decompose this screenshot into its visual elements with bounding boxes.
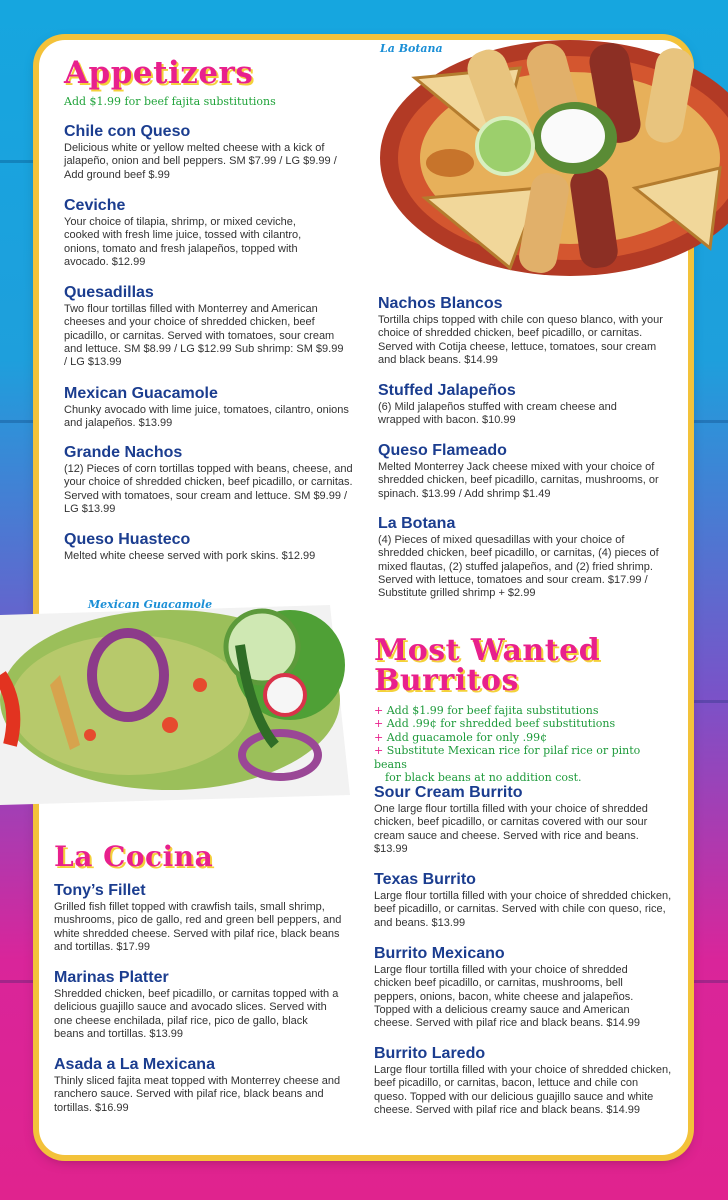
burritos-note: + Substitute Mexican rice for pilaf rice or pinto beans bbox=[374, 744, 641, 771]
item-desc: Tortilla chips topped with chile con queso blanco, with your choice of shredded chicken, beef picadillo, or carnitas. Served with Cotija cheese, lettuce, tomatoes, sour cream and black beans. $14.99 bbox=[378, 314, 663, 366]
burritos-title-line2: Burritos bbox=[374, 663, 519, 698]
item-desc: (12) Pieces of corn tortillas topped with beans, cheese, and your choice of shredded chicken, beef picadillo, or carnitas. Served with tomatoes, sour cream and lettuce. SM $9.99 / LG $13.99 bbox=[64, 463, 353, 515]
la-cocina-title: La Cocina bbox=[54, 840, 214, 873]
appetizers-title: Appetizers bbox=[64, 55, 254, 91]
menu-item-queso-huasteco bbox=[64, 530, 356, 563]
menu-item-burrito-mexicano bbox=[374, 944, 664, 1030]
la-botana-photo bbox=[370, 38, 728, 278]
la-botana-caption: La Botana bbox=[380, 42, 443, 55]
item-name: Ceviche bbox=[64, 197, 126, 214]
item-name: Burrito Laredo bbox=[374, 1045, 486, 1062]
item-name: Tony’s Fillet bbox=[54, 882, 146, 899]
item-name: Stuffed Jalapeños bbox=[378, 382, 516, 399]
menu-item-chile-con-queso bbox=[64, 122, 354, 182]
item-name: Queso Flameado bbox=[378, 442, 507, 459]
menu-item-stuffed-jalapenos bbox=[378, 381, 653, 428]
item-name: Mexican Guacamole bbox=[64, 385, 218, 402]
menu-item-grande-nachos bbox=[64, 443, 356, 516]
menu-item-asada-a-la-mexicana bbox=[54, 1055, 346, 1115]
burritos-note-cont: for black beans at no addition cost. bbox=[385, 771, 582, 785]
menu-item-marinas-platter bbox=[54, 968, 339, 1041]
item-desc: Shredded chicken, beef picadillo, or carnitas topped with a delicious guajillo sauce and avocado slices. Served with one cheese enchilada, pilaf rice, pico de gallo, black beans and tortillas. $13.99 bbox=[54, 988, 339, 1040]
item-desc: Large flour tortilla filled with your choice of shredded chicken beef picadillo, or carnitas, mushrooms, bell peppers, onions, bacon, white cheese and jalapeños. Topped with a delicious creamy sauce and American cheese. Served with pilaf rice and black beans. $14.99 bbox=[374, 964, 640, 1030]
item-desc: Large flour tortilla filled with your choice of shredded chicken, beef picadillo, or carnitas. Served with chile con queso, rice, and beans. $13.99 bbox=[374, 890, 672, 929]
menu-item-nachos-blancos bbox=[378, 294, 668, 367]
item-desc: Thinly sliced fajita meat topped with Monterrey cheese and ranchero sauce. Served with pilaf rice, black beans and tortillas. $16.99 bbox=[54, 1075, 341, 1114]
guacamole-photo bbox=[0, 595, 360, 805]
item-name: Nachos Blancos bbox=[378, 295, 503, 312]
item-desc: (4) Pieces of mixed quesadillas with your choice of shredded chicken, beef picadillo, or carnitas, (4) pieces of mixed flautas, (2) stuffed jalapeños, and (2) fried shrimp. Served with lettuce, tomatoes and sour cream. $17.99 / Substitute grilled shrimp + $2.99 bbox=[378, 534, 659, 600]
menu-item-tonys-fillet bbox=[54, 881, 346, 954]
burritos-title-line1: Most Wanted bbox=[374, 633, 601, 668]
item-name: Marinas Platter bbox=[54, 969, 169, 986]
menu-item-quesadillas bbox=[64, 283, 349, 369]
item-desc: Melted Monterrey Jack cheese mixed with your choice of shredded chicken, beef picadillo, carnitas, mushrooms, or spinach. $13.99 / Add shrimp $1.49 bbox=[378, 461, 659, 500]
guacamole-caption: Mexican Guacamole bbox=[88, 598, 213, 611]
item-name: Sour Cream Burrito bbox=[374, 784, 523, 801]
item-name: Chile con Queso bbox=[64, 123, 191, 140]
item-desc: Delicious white or yellow melted cheese with a kick of jalapeño, onion and bell peppers. SM $7.99 / LG $9.99 / Add ground beef $.99 bbox=[64, 142, 337, 181]
item-name: Quesadillas bbox=[64, 284, 154, 301]
item-name: Queso Huasteco bbox=[64, 531, 191, 548]
menu-item-queso-flameado bbox=[378, 441, 663, 501]
menu-item-texas-burrito bbox=[374, 870, 672, 930]
burritos-notes bbox=[374, 704, 674, 784]
item-desc: Melted white cheese served with pork skins. $12.99 bbox=[64, 550, 316, 562]
item-desc: (6) Mild jalapeños stuffed with cream cheese and wrapped with bacon. $10.99 bbox=[378, 401, 617, 427]
item-name: Asada a La Mexicana bbox=[54, 1056, 215, 1073]
burritos-title bbox=[374, 633, 601, 698]
menu-item-la-botana bbox=[378, 514, 670, 600]
item-name: Grande Nachos bbox=[64, 444, 183, 461]
item-desc: Two flour tortillas filled with Monterrey and American cheeses and your choice of shredded chicken, beef picadillo, or carnitas. Served with tomatoes, sour cream and lettuce. SM $8.99 / LG $12.99 Sub shrimp: SM $9.99 / LG $13.99 bbox=[64, 303, 344, 369]
burritos-note: + Add $1.99 for beef fajita substitutions bbox=[374, 704, 599, 717]
item-desc: Chunky avocado with lime juice, tomatoes, cilantro, onions and jalapeños. $13.99 bbox=[64, 404, 349, 430]
item-name: Burrito Mexicano bbox=[374, 945, 505, 962]
item-desc: Large flour tortilla filled with your choice of shredded chicken, beef picadillo, or carnitas, bacon, lettuce and chile con queso. Topped with our delicious guajillo sauce and white cheese. Served with pilaf rice and black beans. $14.99 bbox=[374, 1064, 672, 1116]
burritos-note: + Add .99¢ for shredded beef substitutions bbox=[374, 717, 616, 731]
item-desc: Your choice of tilapia, shrimp, or mixed ceviche, cooked with fresh lime juice, tossed with cilantro, onions, tomato and fresh jalapeños, topped with avocado. $12.99 bbox=[64, 216, 302, 268]
menu-item-sour-cream-burrito bbox=[374, 783, 666, 856]
item-desc: One large flour tortilla filled with your choice of shredded chicken, beef picadillo, or carnitas covered with our sour cream sauce and cheese. Served with rice and beans. $13.99 bbox=[374, 803, 648, 855]
item-name: Texas Burrito bbox=[374, 871, 476, 888]
menu-item-burrito-laredo bbox=[374, 1044, 672, 1117]
item-name: La Botana bbox=[378, 515, 456, 532]
menu-item-ceviche bbox=[64, 196, 334, 269]
menu-item-mexican-guacamole bbox=[64, 384, 349, 431]
item-desc: Grilled fish fillet topped with crawfish tails, small shrimp, mushrooms, pico de gallo, red and green bell peppers, and white shredded cheese. Served with pilaf rice, black beans and tortillas. $17.99 bbox=[54, 901, 342, 953]
appetizers-note: Add $1.99 for beef fajita substitutions bbox=[64, 95, 276, 108]
burritos-note: + Add guacamole for only .99¢ bbox=[374, 730, 548, 744]
